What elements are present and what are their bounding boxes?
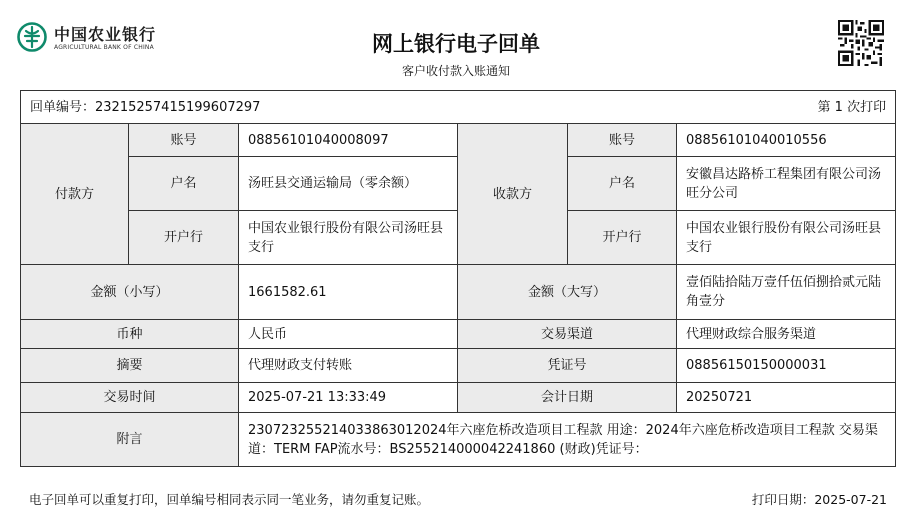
payee-name-label: 户名 bbox=[568, 157, 677, 211]
transaction-time: 2025-07-21 13:33:49 bbox=[239, 383, 458, 413]
receipt-header bbox=[0, 0, 912, 90]
amount-big-label: 金额（大写） bbox=[458, 265, 677, 320]
currency: 人民币 bbox=[239, 320, 458, 349]
note-row bbox=[21, 413, 896, 467]
payer-name-label: 户名 bbox=[129, 157, 239, 211]
page-title: 网上银行电子回单 bbox=[372, 32, 540, 56]
voucher: 08856150150000031 bbox=[677, 349, 896, 383]
payee-account: 08856101040010556 bbox=[677, 124, 896, 157]
payer-name: 汤旺县交通运输局（零余额） bbox=[239, 157, 458, 211]
voucher-label: 凭证号 bbox=[458, 349, 677, 383]
bank-name-cn: 中国农业银行 bbox=[54, 25, 157, 44]
summary-row bbox=[21, 349, 896, 383]
summary-label: 摘要 bbox=[21, 349, 239, 383]
time-label: 交易时间 bbox=[21, 383, 239, 413]
note-label: 附言 bbox=[21, 413, 239, 467]
summary: 代理财政支付转账 bbox=[239, 349, 458, 383]
receipt-number-value: 23215257415199607297 bbox=[95, 99, 261, 115]
payee-bank: 中国农业银行股份有限公司汤旺县支行 bbox=[677, 211, 896, 265]
amount-small: 1661582.61 bbox=[239, 265, 458, 320]
print-date: 2025-07-21 bbox=[814, 492, 887, 507]
receipt-number bbox=[30, 98, 260, 117]
receipt-header-row bbox=[21, 91, 896, 124]
account-row bbox=[21, 124, 896, 157]
payee-bank-label: 开户行 bbox=[568, 211, 677, 265]
payer-bank: 中国农业银行股份有限公司汤旺县支行 bbox=[239, 211, 458, 265]
payee-account-label: 账号 bbox=[568, 124, 677, 157]
receipt-table bbox=[20, 90, 896, 467]
note: 230723255214033863012024年六座危桥改造项目工程款 用途：2024年六座危桥改造项目工程款 交易渠道：TERM FAP流水号：BS255214000042241860 (财政)凭证号： bbox=[239, 413, 896, 467]
payer-account-label: 账号 bbox=[129, 124, 239, 157]
receipt-number-label: 回单编号： bbox=[30, 99, 96, 115]
currency-label: 币种 bbox=[21, 320, 239, 349]
time-row bbox=[21, 383, 896, 413]
payer-section-label: 付款方 bbox=[21, 124, 129, 265]
footer-notice: 电子回单可以重复打印，回单编号相同表示同一笔业务，请勿重复记账。 bbox=[29, 492, 430, 507]
acct-date: 20250721 bbox=[677, 383, 896, 413]
acct-date-label: 会计日期 bbox=[458, 383, 677, 413]
channel-label: 交易渠道 bbox=[458, 320, 677, 349]
payer-account: 08856101040008097 bbox=[239, 124, 458, 157]
channel: 代理财政综合服务渠道 bbox=[677, 320, 896, 349]
page-subtitle: 客户收付款入账通知 bbox=[401, 64, 510, 78]
bank-name-en: AGRICULTURAL BANK OF CHINA bbox=[54, 44, 154, 51]
print-date-label: 打印日期： bbox=[751, 492, 815, 507]
currency-row bbox=[21, 320, 896, 349]
amount-row bbox=[21, 265, 896, 320]
payer-bank-label: 开户行 bbox=[129, 211, 239, 265]
print-count: 第 1 次打印 bbox=[817, 99, 887, 115]
payee-name: 安徽昌达路桥工程集团有限公司汤旺分公司 bbox=[677, 157, 896, 211]
qr-code-icon bbox=[838, 20, 884, 66]
footer-print-date bbox=[752, 490, 887, 508]
amount-big: 壹佰陆拾陆万壹仟伍佰捌拾贰元陆角壹分 bbox=[677, 265, 896, 320]
payee-section-label: 收款方 bbox=[458, 124, 568, 265]
amount-small-label: 金额（小写） bbox=[21, 265, 239, 320]
